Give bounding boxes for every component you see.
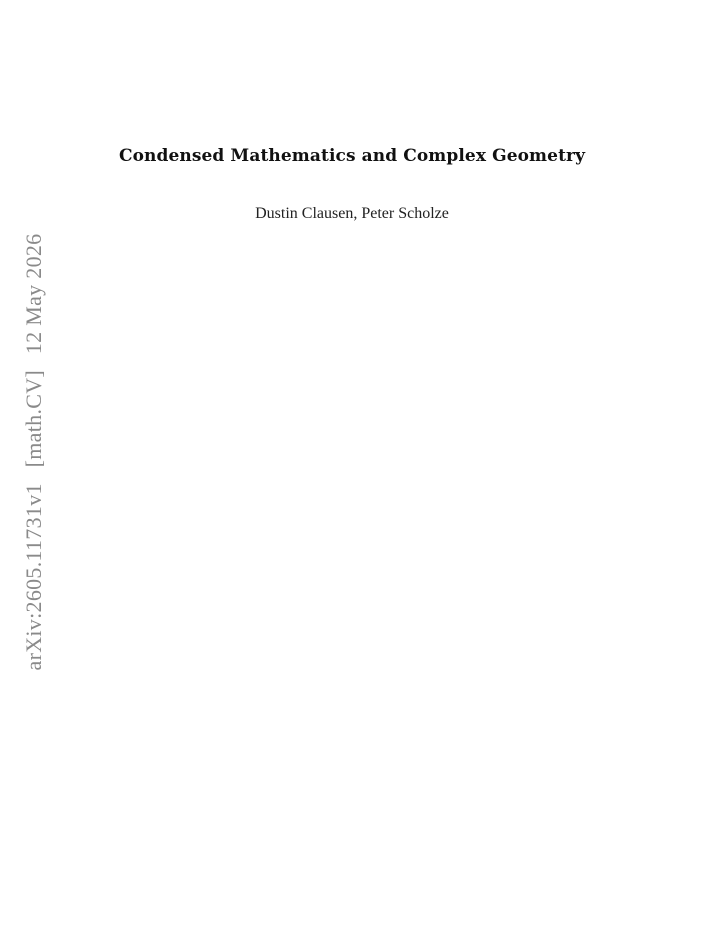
arxiv-date: 12 May 2026 xyxy=(21,233,46,355)
paper-title: Condensed Mathematics and Complex Geometry xyxy=(118,146,586,166)
arxiv-id: arXiv:2605.11731v1 xyxy=(21,483,46,671)
paper-authors: Dustin Clausen, Peter Scholze xyxy=(255,205,449,222)
arxiv-category: [math.CV] xyxy=(21,369,46,468)
arxiv-stamp xyxy=(21,234,47,671)
